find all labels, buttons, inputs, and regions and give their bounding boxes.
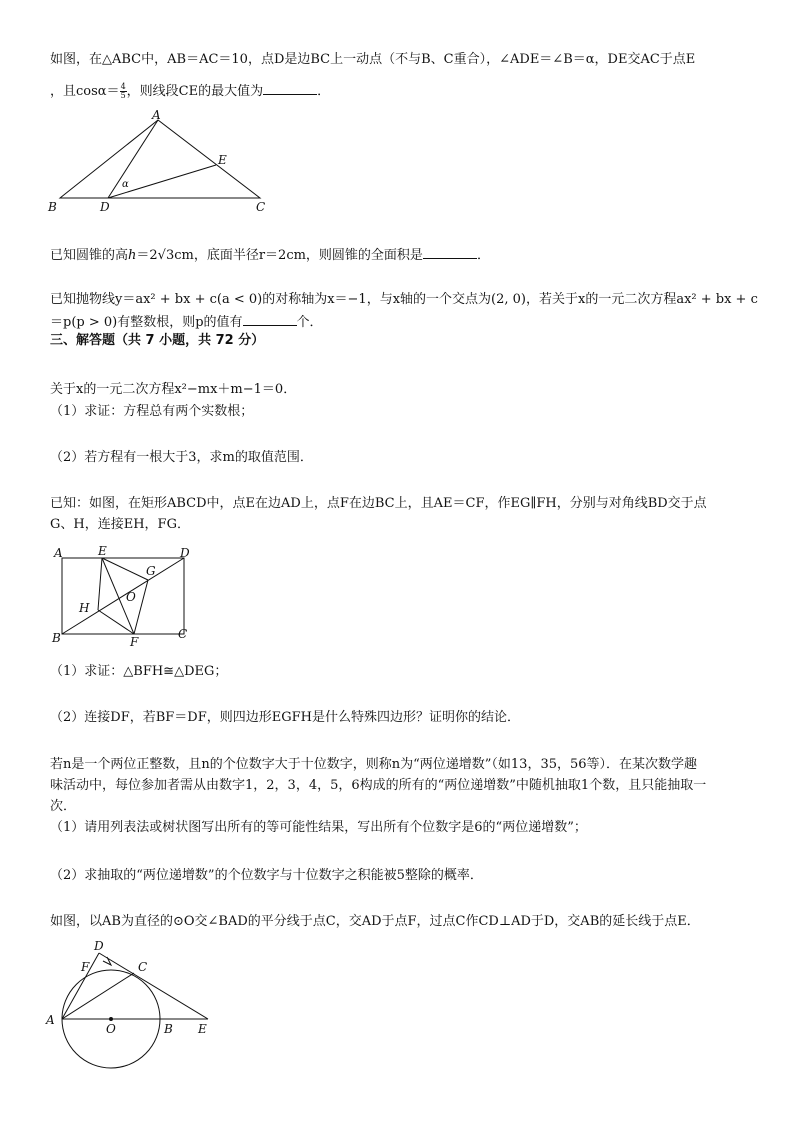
q5-label-d: D: [180, 546, 190, 560]
q5-label-b: B: [52, 631, 61, 645]
q6-part1: （1）请用列表法或树状图写出所有的等可能性结果，写出所有个位数字是6的“两位递增数”；: [50, 820, 587, 835]
q3-line2: [50, 311, 750, 333]
q5-label-g: G: [146, 564, 156, 578]
q1-line1: 如图，在△ABC中，AB＝AC＝10，点D是边BC上一动点（不与B、C重合），∠ADE＝∠B＝α，DE交AC于点E: [50, 52, 696, 67]
q7-label-o: O: [106, 1022, 116, 1036]
q5-label-f: F: [130, 635, 139, 649]
q1-line2: [50, 80, 750, 102]
q2-sqrt: √3: [157, 248, 175, 263]
q4-part1: （1）求证：方程总有两个实数根；: [50, 404, 254, 419]
q2-mid: cm，底面半径r＝2cm，则圆锥的全面积是: [174, 248, 423, 263]
q5-part1: （1）求证：△BFH≅△DEG；: [50, 664, 228, 679]
q5-label-a: A: [54, 546, 63, 560]
q2-line: [50, 244, 750, 266]
q7-center-dot: [110, 1018, 113, 1021]
q6-part2: （2）求抽取的“两位递增数”的个位数字与十位数字之积能被5整除的概率．: [50, 868, 483, 883]
q5-label-o: O: [126, 590, 136, 604]
q5-diagonal-bd: [62, 558, 184, 634]
q5-segment-eg: [102, 558, 148, 580]
q4-part2: （2）若方程有一根大于3，求m的取值范围．: [50, 450, 313, 465]
q2-answer-blank[interactable]: [423, 244, 477, 259]
q1-frac-num: 4: [120, 82, 126, 91]
q7-line1: 如图，以AB为直径的⊙O交∠BAD的平分线于点C，交AD于点F，过点C作CD⊥AD于D，交AB的延长线于点E．: [50, 914, 700, 929]
q1-triangle-figure: [44, 110, 274, 215]
q5-rectangle-figure: [50, 545, 200, 650]
q1-label-b: B: [48, 200, 57, 214]
q5-part2: （2）连接DF，若BF＝DF，则四边形EGFH是什么特殊四边形？证明你的结论．: [50, 710, 520, 725]
q5-line1: 已知：如图，在矩形ABCD中，点E在边AD上，点F在边BC上，且AE＝CF，作EG∥FH，分别与对角线BD交于点: [50, 496, 707, 511]
q7-label-b: B: [164, 1022, 173, 1036]
q7-line-de: [99, 953, 208, 1019]
q1-line2-end: ．: [317, 84, 331, 99]
q1-triangle-abc: [60, 120, 260, 198]
q5-label-h: H: [79, 601, 90, 615]
q2-prefix: 已知圆锥的高: [50, 248, 129, 263]
q7-label-d: D: [94, 939, 104, 953]
section-3-title: 三、解答题（共 7 小题，共 72 分）: [50, 333, 265, 348]
q3-line2-text: ＝p(p > 0)有整数根，则p的值有: [50, 315, 243, 330]
q6-line3: 次．: [50, 799, 77, 814]
q1-fraction: [120, 83, 127, 100]
q7-label-e: E: [198, 1022, 207, 1036]
q1-label-e: E: [218, 153, 227, 167]
q2-h-symbol: h: [128, 248, 137, 263]
q6-line2: 味活动中，每位参加者需从由数字1，2，3，4，5，6构成的所有的“两位递增数”中随机抽取1个数，且只能抽取一: [50, 778, 707, 793]
q1-frac-den: 5: [120, 91, 126, 100]
q1-label-c: C: [256, 200, 266, 214]
q1-answer-blank[interactable]: [263, 80, 317, 95]
q1-label-d: D: [100, 200, 110, 214]
q1-line2-suffix: ，则线段CE的最大值为: [126, 84, 264, 99]
q7-label-c: C: [138, 960, 148, 974]
q3-answer-blank[interactable]: [243, 311, 297, 326]
q5-line2: G、H，连接EH，FG．: [50, 517, 190, 532]
q1-label-a: A: [152, 108, 161, 122]
q3-line1: 已知抛物线y＝ax² + bx + c(a < 0)的对称轴为x＝−1，与x轴的一个交点为(2, 0)，若关于x的一元二次方程ax² + bx + c: [50, 292, 758, 307]
q2-eq: ＝2: [136, 248, 158, 263]
q7-line-ac: [62, 973, 134, 1019]
q2-end: ．: [476, 248, 490, 263]
q7-label-f: F: [81, 960, 90, 974]
q5-label-e: E: [98, 544, 107, 558]
q6-line1: 若n是一个两位正整数，且n的个位数字大于十位数字，则称n为“两位递增数”（如13，35，56等）．在某次数学趣: [50, 757, 698, 772]
q3-end: 个．: [296, 315, 323, 330]
q1-label-alpha: α: [122, 179, 129, 190]
q5-segment-eh: [98, 558, 102, 610]
q5-label-c: C: [178, 627, 188, 641]
q1-line2-prefix: ，且cosα＝: [50, 84, 120, 99]
q7-label-a: A: [46, 1013, 55, 1027]
q4-stem: 关于x的一元二次方程x²−mx＋m−1＝0．: [50, 382, 297, 397]
q7-circle-figure: [42, 938, 222, 1068]
q1-segment-ad: [108, 120, 158, 198]
